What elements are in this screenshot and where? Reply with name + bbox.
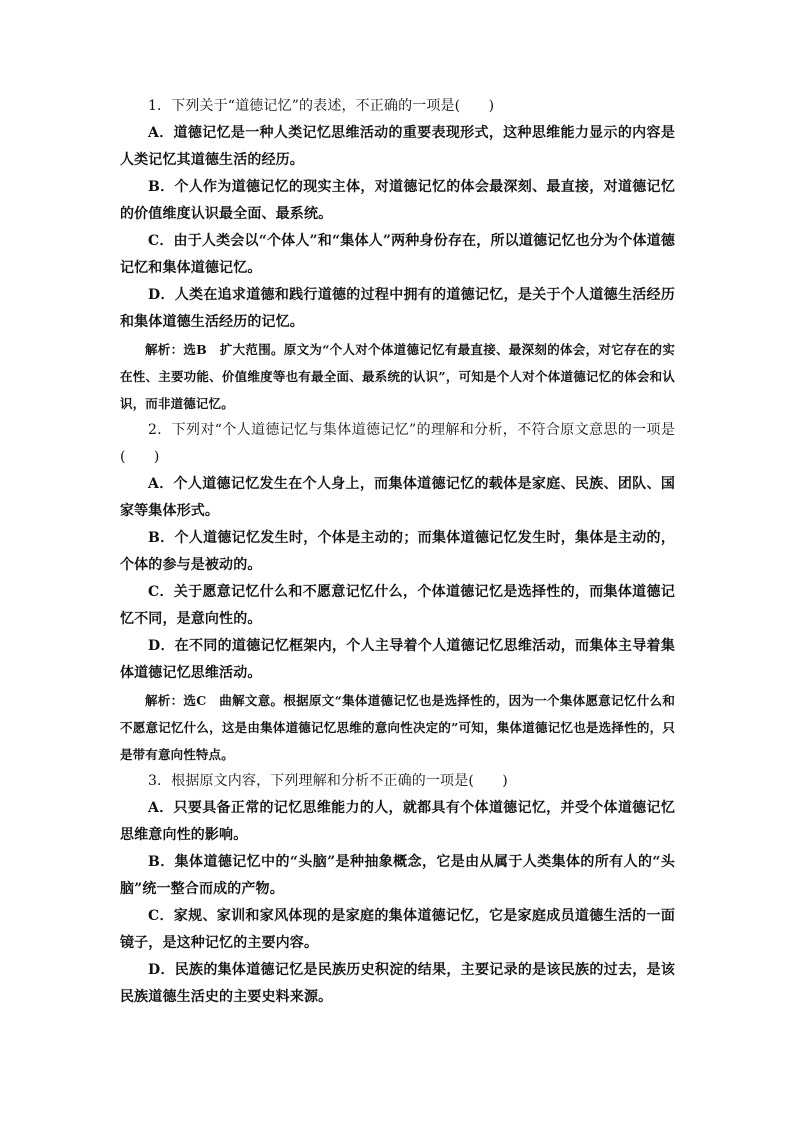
question-2-option-a: A．个人道德记忆发生在个人身上，而集体道德记忆的载体是家庭、民族、团队、国家等集体形式。 — [120, 476, 675, 519]
question-1-option-c: C．由于人类会以“个体人”和“集体人”两种身份存在，所以道德记忆也分为个体道德记忆和集体道德记忆。 — [120, 233, 675, 276]
question-1-option-d: D．人类在追求道德和践行道德的过程中拥有的道德记忆，是关于个人道德生活经历和集体道德生活经历的记忆。 — [120, 287, 675, 330]
question-2-option-b: B．个人道德记忆发生时，个体是主动的；而集体道德记忆发生时，集体是主动的，个体的参与是被动的。 — [120, 530, 675, 573]
question-1-option-b: B．个人作为道德记忆的现实主体，对道德记忆的体会最深刻、最直接，对道德记忆的价值维度认识最全面、最系统。 — [120, 179, 675, 222]
question-3-option-c: C．家规、家训和家风体现的是家庭的集体道德记忆，它是家庭成员道德生活的一面镜子，是这种记忆的主要内容。 — [120, 908, 675, 951]
question-3-option-a: A．只要具备正常的记忆思维能力的人，就都具有个体道德记忆，并受个体道德记忆思维意向性的影响。 — [120, 800, 675, 843]
document-page — [120, 93, 675, 1011]
question-3-option-d: D．民族的集体道德记忆是民族历史积淀的结果，主要记录的是该民族的过去，是该民族道德生活史的主要史料来源。 — [120, 962, 675, 1005]
question-1-stem: 1．下列关于“道德记忆”的表述，不正确的一项是( ) — [148, 98, 495, 114]
question-2-option-c: C．关于愿意记忆什么和不愿意记忆什么，个体道德记忆是选择性的，而集体道德记忆不同，是意向性的。 — [120, 584, 675, 627]
question-3-stem: 3．根据原文内容，下列理解和分析不正确的一项是( ) — [148, 773, 508, 789]
question-1-explanation: 解析：选B 扩大范围。原文为“个人对个体道德记忆有最直接、最深刻的体会，对它存在的实在性、主要功能、价值维度等也有最全面、最系统的认识”，可知是个人对个体道德记忆的体会和认识，而非道德记忆。 — [120, 342, 675, 411]
question-2-option-d: D．在不同的道德记忆框架内，个人主导着个人道德记忆思维活动，而集体主导着集体道德记忆思维活动。 — [120, 638, 675, 681]
question-2-explanation: 解析：选C 曲解文意。根据原文“集体道德记忆也是选择性的，因为一个集体愿意记忆什么和不愿意记忆什么，这是由集体道德记忆思维的意向性决定的”可知，集体道德记忆也是选择性的，只是带有意向性特点。 — [120, 693, 675, 762]
question-1-option-a: A．道德记忆是一种人类记忆思维活动的重要表现形式，这种思维能力显示的内容是人类记忆其道德生活的经历。 — [120, 125, 675, 168]
question-3-option-b: B．集体道德记忆中的“头脑”是种抽象概念，它是由从属于人类集体的所有人的“头脑”统一整合而成的产物。 — [120, 854, 675, 897]
question-2-stem: 2．下列对“个人道德记忆与集体道德记忆”的理解和分析，不符合原文意思的一项是( ) — [120, 422, 675, 465]
